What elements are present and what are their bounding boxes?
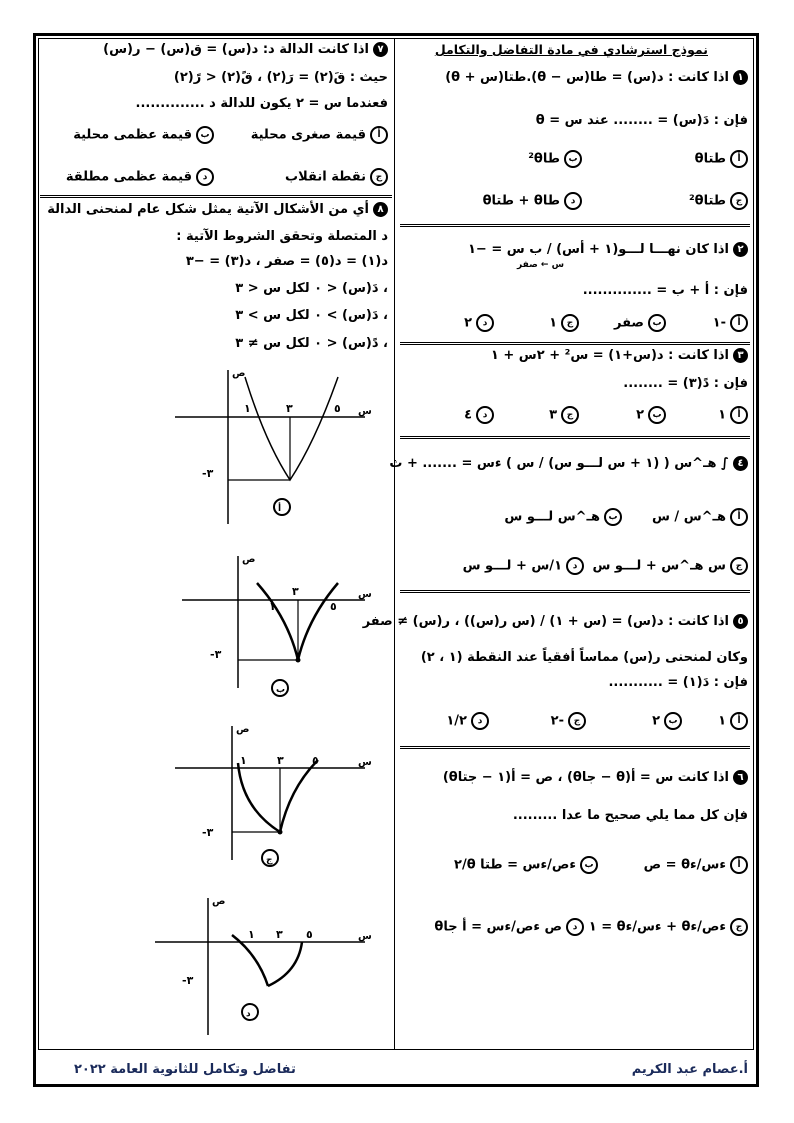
question-7-option-a[interactable]: أقيمة صغرى محلية [251, 126, 388, 144]
y-axis-name: ص [236, 724, 250, 735]
question-3-option-d[interactable]: د٤ [464, 406, 494, 424]
question-4-option-b[interactable]: بهـ^س لـــو س [504, 508, 622, 526]
question-6-option-d[interactable]: دص ءص/ءس = أ جاθ [434, 918, 584, 936]
option-mark: ج [561, 314, 579, 332]
x-label-5: ٥ [306, 928, 313, 941]
question-5-sub: فإن : دَ(١) = ........... [608, 675, 748, 690]
option-mark: د [246, 1009, 251, 1019]
question-2-option-b[interactable]: بصفر [614, 314, 666, 332]
option-mark: ج [730, 192, 748, 210]
option-mark: ب [196, 126, 214, 144]
option-mark: ب [648, 406, 666, 424]
question-7-option-d[interactable]: دقيمة عظمى مطلقة [66, 168, 214, 186]
question-7-option-c[interactable]: جنقطة انقلاب [285, 168, 388, 186]
question-3-stem: ٣اذا كانت : د(س+١) = س² + ٢س + ١ [491, 348, 748, 363]
option-mark: ج [266, 855, 273, 865]
option-mark: ب [648, 314, 666, 332]
option-mark: ب [604, 508, 622, 526]
vertex-point [278, 830, 283, 835]
option-mark: أ [730, 406, 748, 424]
question-3-option-c[interactable]: ج٣ [549, 406, 579, 424]
question-1-option-a[interactable]: أطتاθ [695, 150, 748, 168]
divider [400, 342, 750, 345]
question-8-number: ٨ [373, 202, 388, 217]
y-label: -٣ [202, 826, 214, 839]
option-mark: ج [730, 557, 748, 575]
divider [400, 224, 750, 227]
question-4-number: ٤ [733, 456, 748, 471]
question-7-line2: حيث : قَ(٢) = رَ(٢) ، قً(٢) < رً(٢) [173, 70, 388, 85]
question-7-line3: فعندما س = ٢ يكون للدالة د .............. [135, 96, 388, 111]
question-4-option-d[interactable]: د١/س + لـــو س [463, 557, 584, 575]
question-8-line2: د المتصلة وتحقق الشروط الآتية : [176, 229, 388, 244]
question-7-number: ٧ [373, 42, 388, 57]
option-mark: أ [730, 856, 748, 874]
option-mark: ج [561, 406, 579, 424]
question-8-cond-2: ، دَ(س) < ٠ لكل س < ٣ [235, 281, 388, 296]
question-1-number: ١ [733, 70, 748, 85]
option-mark: د [476, 314, 494, 332]
question-5-line2: وكان لمنحنى ر(س) مماساً أفقياً عند النقطة (١ ، ٢) [420, 650, 748, 665]
question-6-option-a[interactable]: أءس/ءθ = ص [644, 856, 748, 874]
option-mark: أ [730, 508, 748, 526]
question-5-stem: ٥اذا كانت : د(س) = (س + ١) / (س ر(س)) ، ر(س) ≠ صفر [363, 614, 748, 629]
footer-author: أ.عصام عبد الكريم [631, 1062, 748, 1077]
question-2-option-a[interactable]: أ-١ [713, 314, 748, 332]
question-1-option-c[interactable]: جطتا²θ [689, 192, 748, 210]
question-4-stem: ٤∫ هـ^س ( (١ + س لـــو س) / س ) ءس = ....... + ث [389, 456, 748, 471]
graph-a[interactable] [170, 362, 380, 532]
question-5-option-d[interactable]: د١/٢ [446, 712, 489, 730]
page-inner-border [38, 38, 754, 1050]
x-label-1: ١ [244, 402, 251, 415]
question-1-option-b[interactable]: بطا²θ [528, 150, 582, 168]
x-axis-name: س [358, 589, 372, 600]
option-mark: د [476, 406, 494, 424]
x-label-3: ٣ [292, 585, 299, 598]
x-label-3: ٣ [276, 928, 283, 941]
option-mark: أ [730, 712, 748, 730]
question-8-cond-3: ، دَ(س) > ٠ لكل س > ٣ [235, 308, 388, 323]
option-mark: د [566, 918, 584, 936]
y-axis-name: ص [212, 896, 226, 907]
question-8-cond-4: ، دً(س) < ٠ لكل س ≠ ٣ [235, 336, 388, 351]
x-label-3: ٣ [277, 754, 284, 767]
question-3-option-a[interactable]: أ١ [718, 406, 748, 424]
x-axis-name: س [358, 757, 372, 768]
graph-b[interactable] [170, 548, 380, 713]
question-2-option-c[interactable]: ج١ [549, 314, 579, 332]
option-mark: ب [276, 685, 286, 695]
option-mark: ج [730, 918, 748, 936]
option-mark: ج [568, 712, 586, 730]
question-6-number: ٦ [733, 770, 748, 785]
question-4-option-a[interactable]: أهـ^س / س [652, 508, 748, 526]
question-6-stem: ٦اذا كانت س = أ(θ − جاθ) ، ص = أ(١ − جتاθ) [443, 770, 748, 785]
x-axis-name: س [358, 931, 372, 942]
question-2-sub: فإن : أ + ب = .............. [582, 283, 748, 298]
curve [268, 942, 302, 986]
option-mark: أ [730, 314, 748, 332]
y-label: -٣ [202, 467, 214, 480]
page-title: نموذج استرشادي في مادة التفاضل والتكامل [434, 42, 708, 57]
question-5-option-b[interactable]: ب٢ [652, 712, 682, 730]
divider [400, 746, 750, 749]
y-axis-name: ص [232, 368, 246, 379]
x-label-5: ٥ [330, 600, 337, 613]
option-mark: أ [278, 504, 282, 514]
question-2-number: ٢ [733, 242, 748, 257]
question-6-sub: فإن كل مما يلي صحيح ما عدا ......... [512, 808, 748, 823]
option-mark-circle [274, 499, 290, 515]
curve [245, 377, 338, 480]
divider [40, 195, 392, 198]
question-2-stem: ٢اذا كان نهـــا لـــو(١ + أس) / ب س = −١ [468, 242, 748, 257]
x-label-5: ٥ [312, 754, 319, 767]
x-axis-name: س [358, 406, 372, 417]
curve [280, 760, 318, 832]
question-8-line1: ٨أي من الأشكال الآتية يمثل شكل عام لمنحنى الدالة [47, 202, 388, 217]
question-4-option-c[interactable]: جس هـ^س + لـــو س [592, 557, 748, 575]
column-divider [394, 38, 395, 1050]
option-mark: أ [730, 150, 748, 168]
y-label: -٣ [182, 974, 194, 987]
option-mark: د [566, 557, 584, 575]
question-2-limit: س ← صفر [517, 260, 564, 270]
vertex-point [296, 658, 301, 663]
divider [400, 436, 750, 439]
option-mark: ب [580, 856, 598, 874]
x-label-1: ١ [248, 928, 255, 941]
question-8-cond-1: د(١) = د(٥) = صفر ، د(٣) = −٣ [185, 254, 388, 269]
question-7-option-b[interactable]: بقيمة عظمى محلية [73, 126, 214, 144]
question-7-line1: ٧اذا كانت الدالة د: د(س) = ق(س) − ر(س) [103, 42, 388, 57]
footer-course: تفاضل وتكامل للثانوية العامة ٢٠٢٢ [74, 1062, 296, 1077]
x-label-1: ١ [240, 754, 247, 767]
question-5-number: ٥ [733, 614, 748, 629]
question-1-sub: فإن : دَ(س) = ........ عند س = θ [535, 113, 748, 128]
y-label: -٣ [210, 648, 222, 661]
question-3-number: ٣ [733, 348, 748, 363]
question-3-sub: فإن : دً(٣) = ........ [623, 376, 748, 391]
question-1-stem: ١اذا كانت : د(س) = طا(س − θ).طتا(س + θ) [445, 70, 748, 85]
question-5-option-c[interactable]: ج-٢ [551, 712, 586, 730]
option-mark: د [196, 168, 214, 186]
option-mark: ج [370, 168, 388, 186]
divider [400, 590, 750, 593]
question-6-option-b[interactable]: بءص/ءس = طتا θ/٢ [454, 856, 598, 874]
curve [238, 763, 280, 832]
x-label-3: ٣ [286, 402, 293, 415]
question-2-option-d[interactable]: د٢ [464, 314, 494, 332]
option-mark: د [471, 712, 489, 730]
question-5-option-a[interactable]: أ١ [718, 712, 748, 730]
y-axis-name: ص [242, 554, 256, 565]
option-mark: أ [370, 126, 388, 144]
x-label-5: ٥ [334, 402, 341, 415]
graph-d[interactable] [150, 890, 380, 1040]
option-mark: ب [664, 712, 682, 730]
x-label-1: ١ [269, 600, 276, 613]
graph-c[interactable] [170, 718, 380, 873]
option-mark: ب [564, 150, 582, 168]
question-3-option-b[interactable]: ب٢ [636, 406, 666, 424]
question-1-option-d[interactable]: دطاθ + طتاθ [483, 192, 582, 210]
question-6-option-c[interactable]: جءص/ءθ + ءس/ءθ = ١ [589, 918, 748, 936]
option-mark: د [564, 192, 582, 210]
